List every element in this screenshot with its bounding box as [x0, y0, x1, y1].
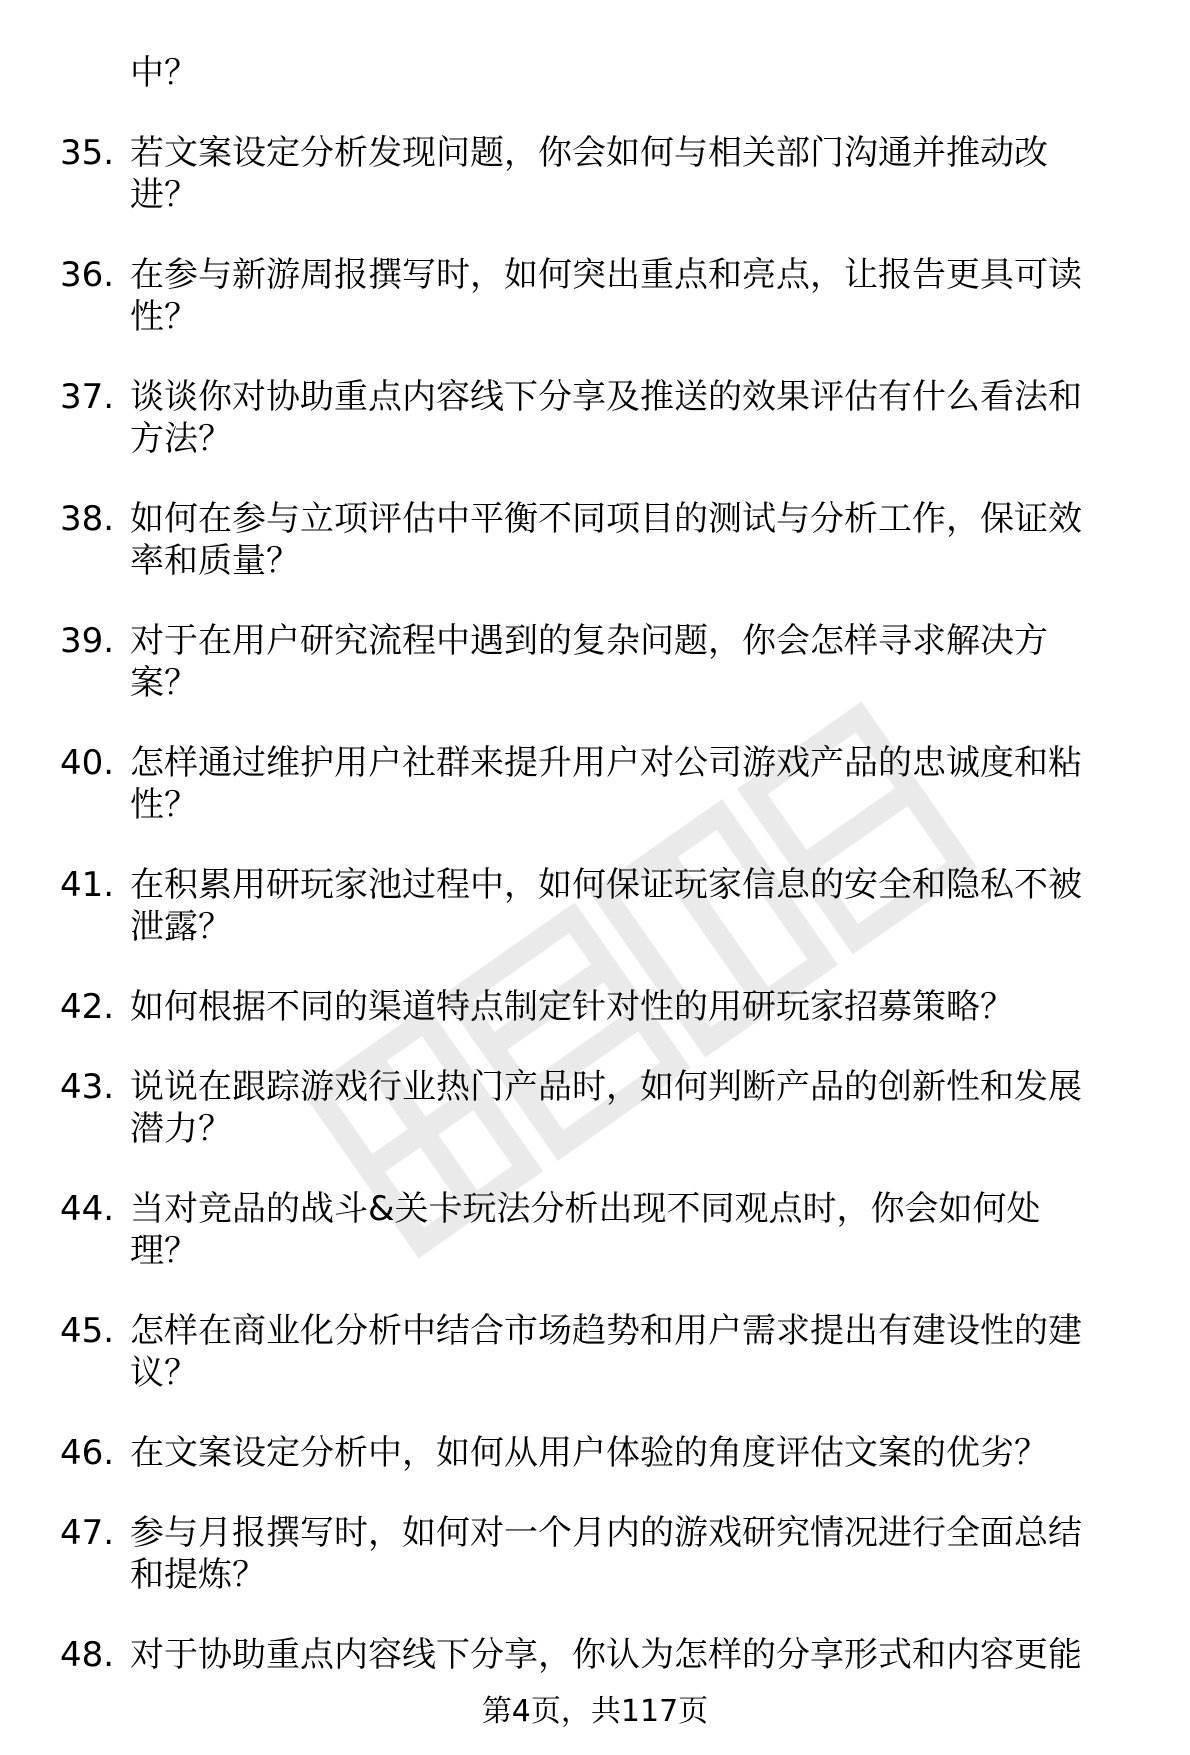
question-number: 41.	[60, 865, 115, 905]
question-line: 泄露？	[130, 907, 232, 947]
question-number: 37.	[60, 377, 115, 417]
question-line: 参与月报撰写时，如何对一个月内的游戏研究情况进行全面总结	[130, 1513, 1082, 1553]
question-item	[60, 742, 1150, 826]
question-text	[130, 1634, 1150, 1676]
question-item	[60, 1634, 1150, 1676]
question-text	[130, 1512, 1150, 1596]
question-item	[60, 254, 1150, 338]
question-line: 方法？	[130, 419, 232, 459]
question-line: 和提炼？	[130, 1555, 266, 1595]
question-line: 若文案设定分析发现问题，你会如何与相关部门沟通并推动改	[130, 133, 1048, 173]
question-line: 对于在用户研究流程中遇到的复杂问题，你会怎样寻求解决方	[130, 621, 1048, 661]
question-item	[60, 1432, 1150, 1474]
question-line: 率和质量？	[130, 541, 300, 581]
question-line: 理？	[130, 1231, 198, 1271]
question-number: 45.	[60, 1311, 115, 1351]
question-item	[60, 376, 1150, 460]
question-item	[60, 1310, 1150, 1394]
question-number: 43.	[60, 1067, 115, 1107]
question-line: 怎样通过维护用户社群来提升用户对公司游戏产品的忠诚度和粘	[130, 743, 1082, 783]
question-line: 当对竞品的战斗&关卡玩法分析出现不同观点时，你会如何处	[130, 1189, 1041, 1229]
question-line: 进？	[130, 175, 198, 215]
question-text	[130, 254, 1150, 338]
question-text	[130, 498, 1150, 582]
continued-question-tail: 中？	[130, 53, 198, 93]
question-item	[60, 986, 1150, 1028]
question-item	[60, 498, 1150, 582]
question-line: 性？	[130, 297, 198, 337]
question-line: 如何根据不同的渠道特点制定针对性的用研玩家招募策略？	[130, 987, 1014, 1027]
question-text	[130, 1066, 1150, 1150]
question-number: 39.	[60, 621, 115, 661]
question-line: 议？	[130, 1353, 198, 1393]
question-number: 36.	[60, 255, 115, 295]
question-line: 怎样在商业化分析中结合市场趋势和用户需求提出有建设性的建	[130, 1311, 1082, 1351]
question-number: 48.	[60, 1635, 115, 1675]
question-line: 对于协助重点内容线下分享，你认为怎样的分享形式和内容更能	[130, 1635, 1082, 1675]
question-number: 46.	[60, 1433, 115, 1473]
question-text	[130, 742, 1150, 826]
question-line: 如何在参与立项评估中平衡不同项目的测试与分析工作，保证效	[130, 499, 1082, 539]
question-text	[130, 132, 1150, 216]
question-line: 在文案设定分析中，如何从用户体验的角度评估文案的优劣？	[130, 1433, 1048, 1473]
question-line: 案？	[130, 663, 198, 703]
question-text	[130, 620, 1150, 704]
question-line: 在参与新游周报撰写时，如何突出重点和亮点，让报告更具可读	[130, 255, 1082, 295]
question-text	[130, 376, 1150, 460]
question-number: 40.	[60, 743, 115, 783]
question-text	[130, 1188, 1150, 1272]
question-number: 35.	[60, 133, 115, 173]
question-item	[60, 1512, 1150, 1596]
question-item	[60, 1066, 1150, 1150]
question-text	[130, 1432, 1150, 1474]
question-number: 42.	[60, 987, 115, 1027]
question-number: 47.	[60, 1513, 115, 1553]
question-text	[130, 986, 1150, 1028]
question-item	[60, 132, 1150, 216]
question-line: 性？	[130, 785, 198, 825]
question-item	[60, 1188, 1150, 1272]
question-line: 在积累用研玩家池过程中，如何保证玩家信息的安全和隐私不被	[130, 865, 1082, 905]
question-line: 潜力？	[130, 1109, 232, 1149]
question-line: 谈谈你对协助重点内容线下分享及推送的效果评估有什么看法和	[130, 377, 1082, 417]
question-line: 说说在跟踪游戏行业热门产品时，如何判断产品的创新性和发展	[130, 1067, 1082, 1107]
question-item	[60, 620, 1150, 704]
question-text	[130, 1310, 1150, 1394]
question-text	[130, 864, 1150, 948]
question-list	[60, 52, 1150, 1676]
page-footer: 第4页，共117页	[481, 1694, 709, 1729]
question-item	[60, 864, 1150, 948]
question-number: 38.	[60, 499, 115, 539]
question-number: 44.	[60, 1189, 115, 1229]
